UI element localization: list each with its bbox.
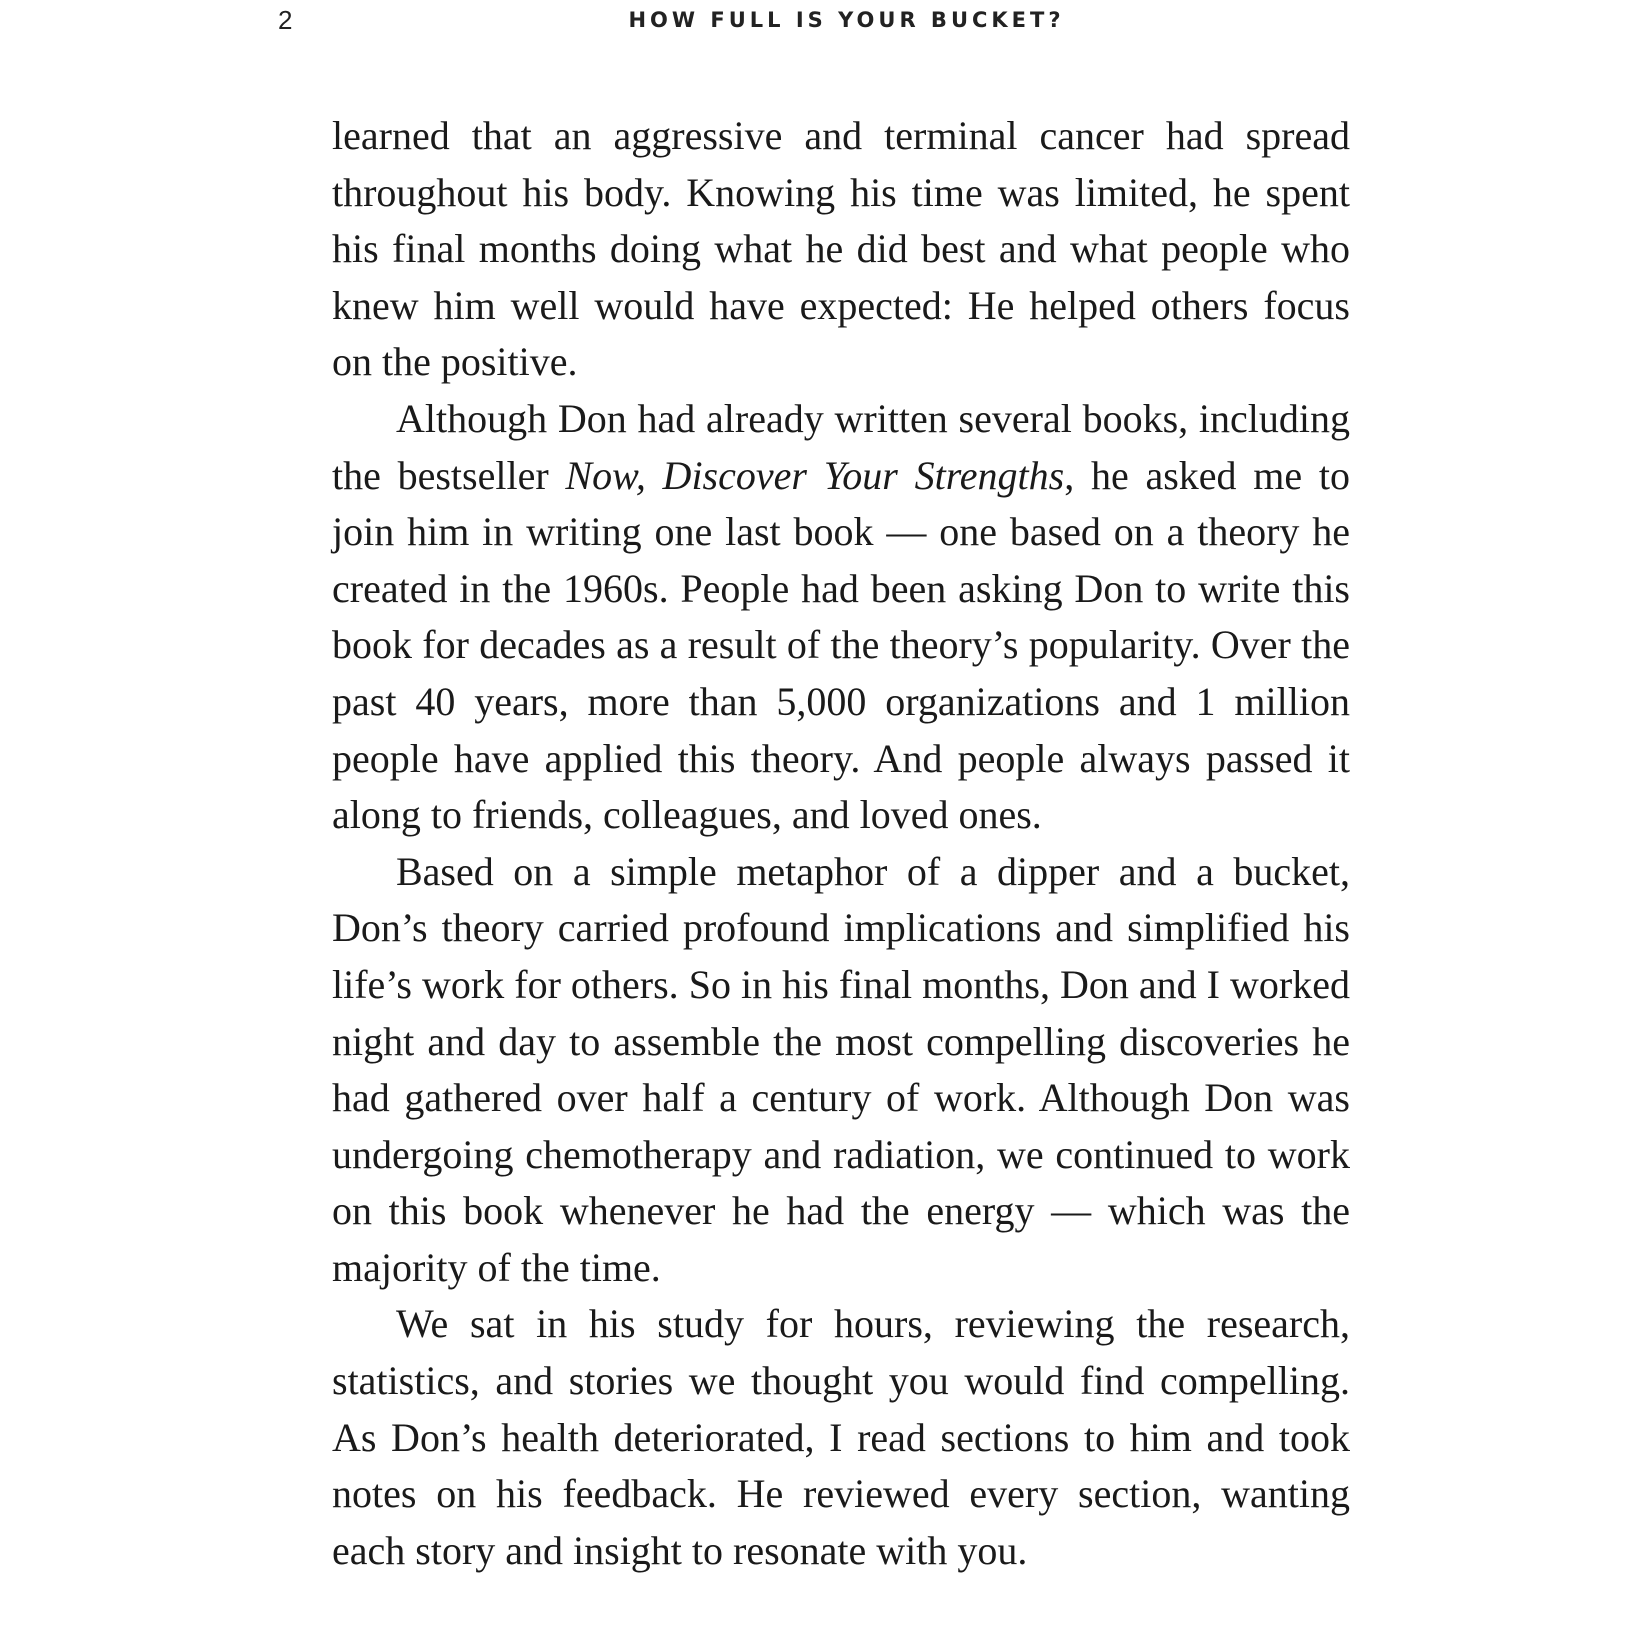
running-title: HOW FULL IS YOUR BUCKET? (628, 8, 1065, 32)
paragraph-3: Based on a simple metaphor of a dipper and a bucket, Don’s theory carried profound implications and simplified his life’s work for others. So in his final months, Don and I worked night and day to assemble the most compelling discoveries he had gathered over half a century of work. Although Don was undergoing chemotherapy and radiation, we continued to work on this book whenever he had the energy — which was the majority of the time. (332, 848, 1350, 1290)
running-head (0, 2, 1633, 38)
page-number: 2 (278, 5, 294, 35)
paragraph-2 (332, 391, 1350, 844)
book-title: Now, Discover Your Strengths (565, 452, 1065, 498)
paragraph-2-rest: , he asked me to join him in writing one last book — one based on a theory he created in the 1960s. People had been asking Don to write this book for decades as a result of the theory’s popularity. Over the past 40 years, more than 5,000 organizations and 1 million people have applied this theory. And people always passed it along to friends, colleagues, and loved ones. (332, 452, 1351, 838)
paragraph-4: We sat in his study for hours, reviewing the research, statistics, and stories we thought you would find compelling. As Don’s health deteriorated, I read sections to him and took notes on his feedback. He reviewed every section, wanting each story and insight to resonate with you. (332, 1301, 1350, 1573)
paragraph-2-lead: Although Don had already written several books, including the bestseller (332, 395, 1350, 498)
body-text (332, 108, 1350, 1579)
paragraph-1: learned that an aggressive and terminal cancer had spread throughout his body. Knowing his time was limited, he spent his final months doing what he did best and what people who knew him well would have expected: He helped others focus on the positive. (332, 113, 1350, 385)
